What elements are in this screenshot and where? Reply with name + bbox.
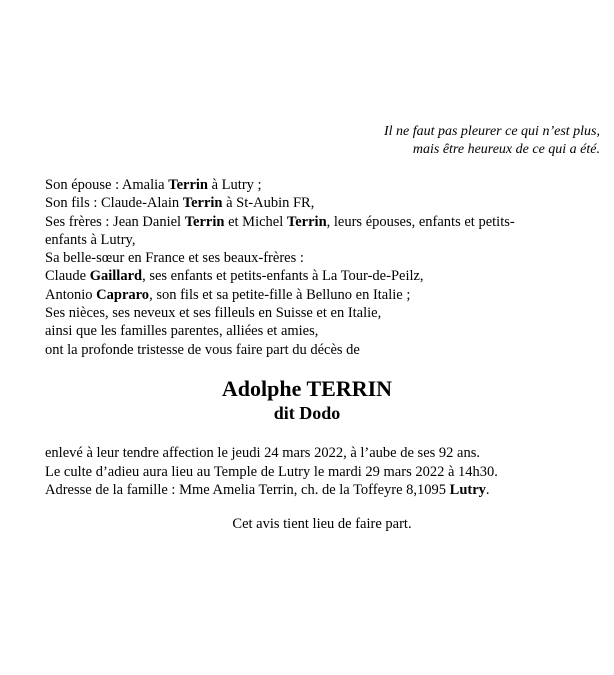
deceased-name: Adolphe TERRIN [221, 376, 393, 401]
closing-note: Cet avis tient lieu de faire part. [232, 516, 412, 532]
epigraph-line-1: Il ne faut pas pleurer ce qui n’est plus, [383, 124, 600, 139]
epigraph-line-2: mais être heureux de ce qui a été. [412, 142, 600, 157]
brothers-line-continued: enfants à Lutry, [45, 231, 136, 248]
brothers-text: Ses frères : Jean Daniel [45, 213, 185, 230]
spouse-surname: Terrin [168, 177, 208, 193]
address-end: . [485, 482, 490, 498]
son-surname: Terrin [182, 195, 223, 212]
address-town: Lutry [449, 482, 486, 498]
spouse-line [45, 176, 585, 194]
address-line [45, 481, 585, 500]
spouse-text: Son épouse : Amalia [45, 177, 169, 193]
deceased-nickname: dit Dodo [273, 403, 341, 423]
brothers-mid-text: et Michel [224, 213, 287, 230]
son-line [45, 194, 585, 212]
claude-post-text: , ses enfants et petits-enfants à La Tour-de-Peilz, [142, 268, 424, 285]
announcement-line: ont la profonde tristesse de vous faire part du décès de [45, 341, 360, 358]
address-text: Adresse de la famille : Mme Amelia Terrin, ch. de la Toffeyre 8,1095 [45, 482, 450, 498]
spouse-location: à Lutry ; [208, 177, 262, 193]
claude-line [45, 267, 585, 285]
brother-1-surname: Terrin [184, 213, 225, 230]
son-text: Son fils : Claude-Alain [45, 195, 183, 212]
sister-in-law-line: Sa belle-sœur en France et ses beaux-frères : [45, 250, 304, 267]
family-list [45, 176, 585, 359]
antonio-line [45, 286, 585, 304]
families-line: ainsi que les familles parentes, alliées et amies, [45, 323, 319, 340]
brothers-post-text: , leurs épouses, enfants et petits- [326, 213, 515, 230]
antonio-post-text: , son fils et sa petite-fille à Belluno en Italie ; [149, 286, 411, 303]
son-location: à St-Aubin FR, [222, 195, 315, 212]
claude-surname: Gaillard [89, 268, 143, 285]
death-line: enlevé à leur tendre affection le jeudi 24 mars 2022, à l’aube de ses 92 ans. [45, 445, 480, 461]
antonio-text: Antonio [45, 286, 97, 303]
antonio-surname: Capraro [96, 286, 150, 303]
nieces-line: Ses nièces, ses neveux et ses filleuls en Suisse et en Italie, [45, 305, 382, 322]
details-block [45, 444, 585, 500]
brothers-line [45, 213, 585, 231]
epigraph-quote [384, 123, 600, 159]
deceased-name-block [0, 376, 614, 424]
brother-2-surname: Terrin [286, 213, 327, 230]
claude-text: Claude [45, 268, 90, 285]
service-line: Le culte d’adieu aura lieu au Temple de Lutry le mardi 29 mars 2022 à 14h30. [45, 463, 498, 480]
